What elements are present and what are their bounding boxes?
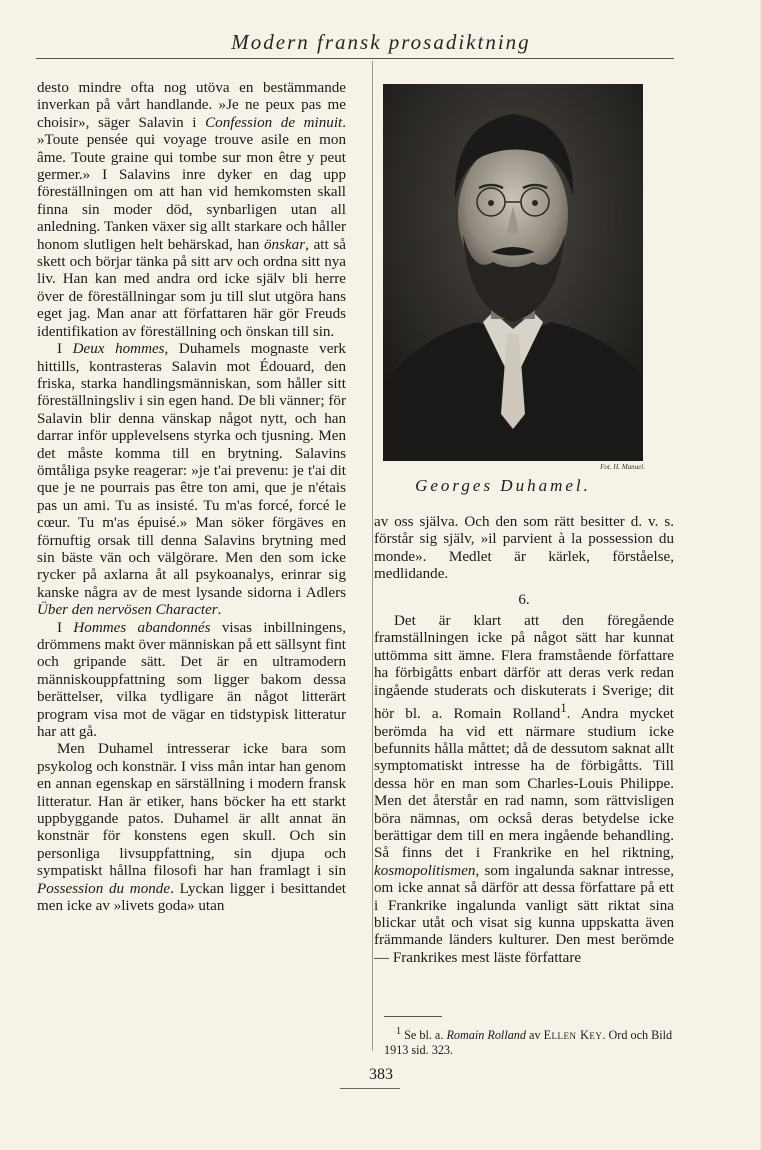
emphasis: önskar — [264, 236, 306, 253]
page-number-rule — [340, 1088, 400, 1089]
portrait-image — [383, 84, 643, 461]
footnote-marker: 1 — [396, 1026, 402, 1037]
footnote-reference: 1 — [560, 701, 567, 716]
footnote-title: Romain Rolland — [446, 1028, 526, 1043]
running-head: Modern fransk prosadiktning — [231, 30, 531, 54]
work-title: Possession du monde — [37, 880, 171, 897]
page-number: 383 — [369, 1066, 393, 1083]
paragraph-duhamel-ethics: Men Duhamel intresserar icke bara som psykolog och konstnär. I viss mån intar han genom en annan egenskap en särställning i modern fransk litteratur. Han är etiker, hans böcker ha ett starkt uppbyggande patos. Duhamel är allt annat än konstnär för konstens egen skull. Och sin personliga livsuppfattning, sin djupa och sympatiskt hållna filosofi har han framlagt i sin Possession du monde. Lyckan ligger i besittandet men icke av »livets goda» utan — [37, 741, 346, 915]
work-title: Confession de minuit — [205, 114, 343, 131]
right-column — [374, 514, 674, 967]
section-number: 6. — [518, 591, 530, 608]
work-title: Über den nervösen Character — [37, 602, 218, 619]
work-title: Deux hommes — [72, 341, 165, 358]
photo-credit: Fot. H. Manuel. — [600, 463, 645, 471]
footnote-rule — [384, 1016, 442, 1017]
footnote: $^1$ Se bl. a. Romain Rolland av Ellen Key. Ord och Bild 1913 sid. 323. — [384, 1026, 673, 1058]
column-divider — [372, 61, 373, 1051]
footnote-author: Ellen Key — [543, 1028, 603, 1043]
photo-caption: Georges Duhamel. — [415, 476, 591, 495]
left-column — [37, 80, 346, 916]
paragraph-hommes-abandonnes: I Hommes abandonnés visas inbillningens, drömmens makt över människan på ett sällsynt fint och gripande sätt. Det är en ultramodern människouppfattning som ligger bakom dessa berättelser, vilka tydligare än något litterärt program visa mot de vägar en tidstypisk litteratur har att gå. — [37, 619, 346, 741]
paragraph-salavin-confession: desto mindre ofta nog utöva en bestämmande inverkan på vårt handlande. »Je ne peux pas me choisir», säger Salavin i Confession de minuit. »Toute pensée qui voyage trouve asile en mon âme. Toute graine qui tombe sur mon être y peut germer.» I Salavins inre dyker en dag upp föreställningen om att han vid hemkomsten skall finna sin moder död, synbarligen utan all anledning. Tanken växer sig allt starkare och håller honom slutligen helt behärskad, han önskar, att så skett och börjar tänka på sitt arv och ordna sitt nya liv. Han kan med andra ord icke själv bli herre över de föreställningar som ju till slut utgöra hans eget jag. Man anar att författaren här gör Freuds identifikation av föreställning och önskan till sin. — [37, 80, 347, 340]
work-title: Hommes abandonnés — [73, 619, 211, 636]
portrait-photo — [383, 84, 643, 461]
emphasis: kosmopolitismen — [374, 862, 476, 879]
paragraph-deux-hommes: I Deux hommes, Duhamels mognaste verk hittills, kontrasteras Salavin mot Édouard, den friska, starka handlingsmänniskan, som håller sitt föreställningsliv i sin egen hand. De bli vänner; för Salavin blir denna vänskap något nytt, och han darrar inför upplevelsens styrka och tjusning. Men det måste komma till en brytning. Salavins ömtåliga psyke reagerar: »je t'ai prevenu: je t'ai dit que je ne pourrais pas être ton ami, que je n'étais pas un ami. Tu as insisté. Tu m'as forcé, forcé le cœur. Tu m'as épuisé.» Man söker förgäves en förnuftig orsak till denna Salavins brytning med sin bäste vän och välgörare. Men den som icke rycker på axlarna åt all psykoanalys, erinrar sig kanske några av de mest lysande sidorna i Adlers Über den nervösen Character. — [37, 341, 346, 619]
header-rule — [36, 58, 674, 59]
paragraph-possession: av oss själva. Och den som rätt besitter d. v. s. förstår sig själv, »il parvient à la possession du monde». Medlet är kärlek, förståelse, medlidande. — [374, 514, 674, 583]
paragraph-cosmopolitism: Det är klart att den föregående framställningen icke på något sätt har kunnat uttömma sitt ämne. Flera framstående författare ha förbigåtts enbart därför att deras verk redan ingående studerats och diskuterats i Sverige; dit hör bl. a. Romain Rolland$^1$. Andra mycket berömda ha vid ett närmare studium icke befunnits hålla måttet; då de dessutom saknat allt symptomatiskt intresse ha de förbigåtts. Till dessa hör en man som Charles-Louis Philippe. Men det återstår en rad namn, som rättvisligen böra nämnas, om också deras betydelse icke berättigar dem till en mera ingående behandling. Så finns det i Frankrike en hel riktning, kosmopolitismen, som ingalunda saknar intresse, om icke annat så därför att dessa författare på ett i Frankrike ingalunda vanligt sätt riktat sina blickar utåt och visat sig kunna uppskatta även främmande länders kulturer. Den mest berömde — Frankrikes mest läste författare — [374, 613, 674, 966]
